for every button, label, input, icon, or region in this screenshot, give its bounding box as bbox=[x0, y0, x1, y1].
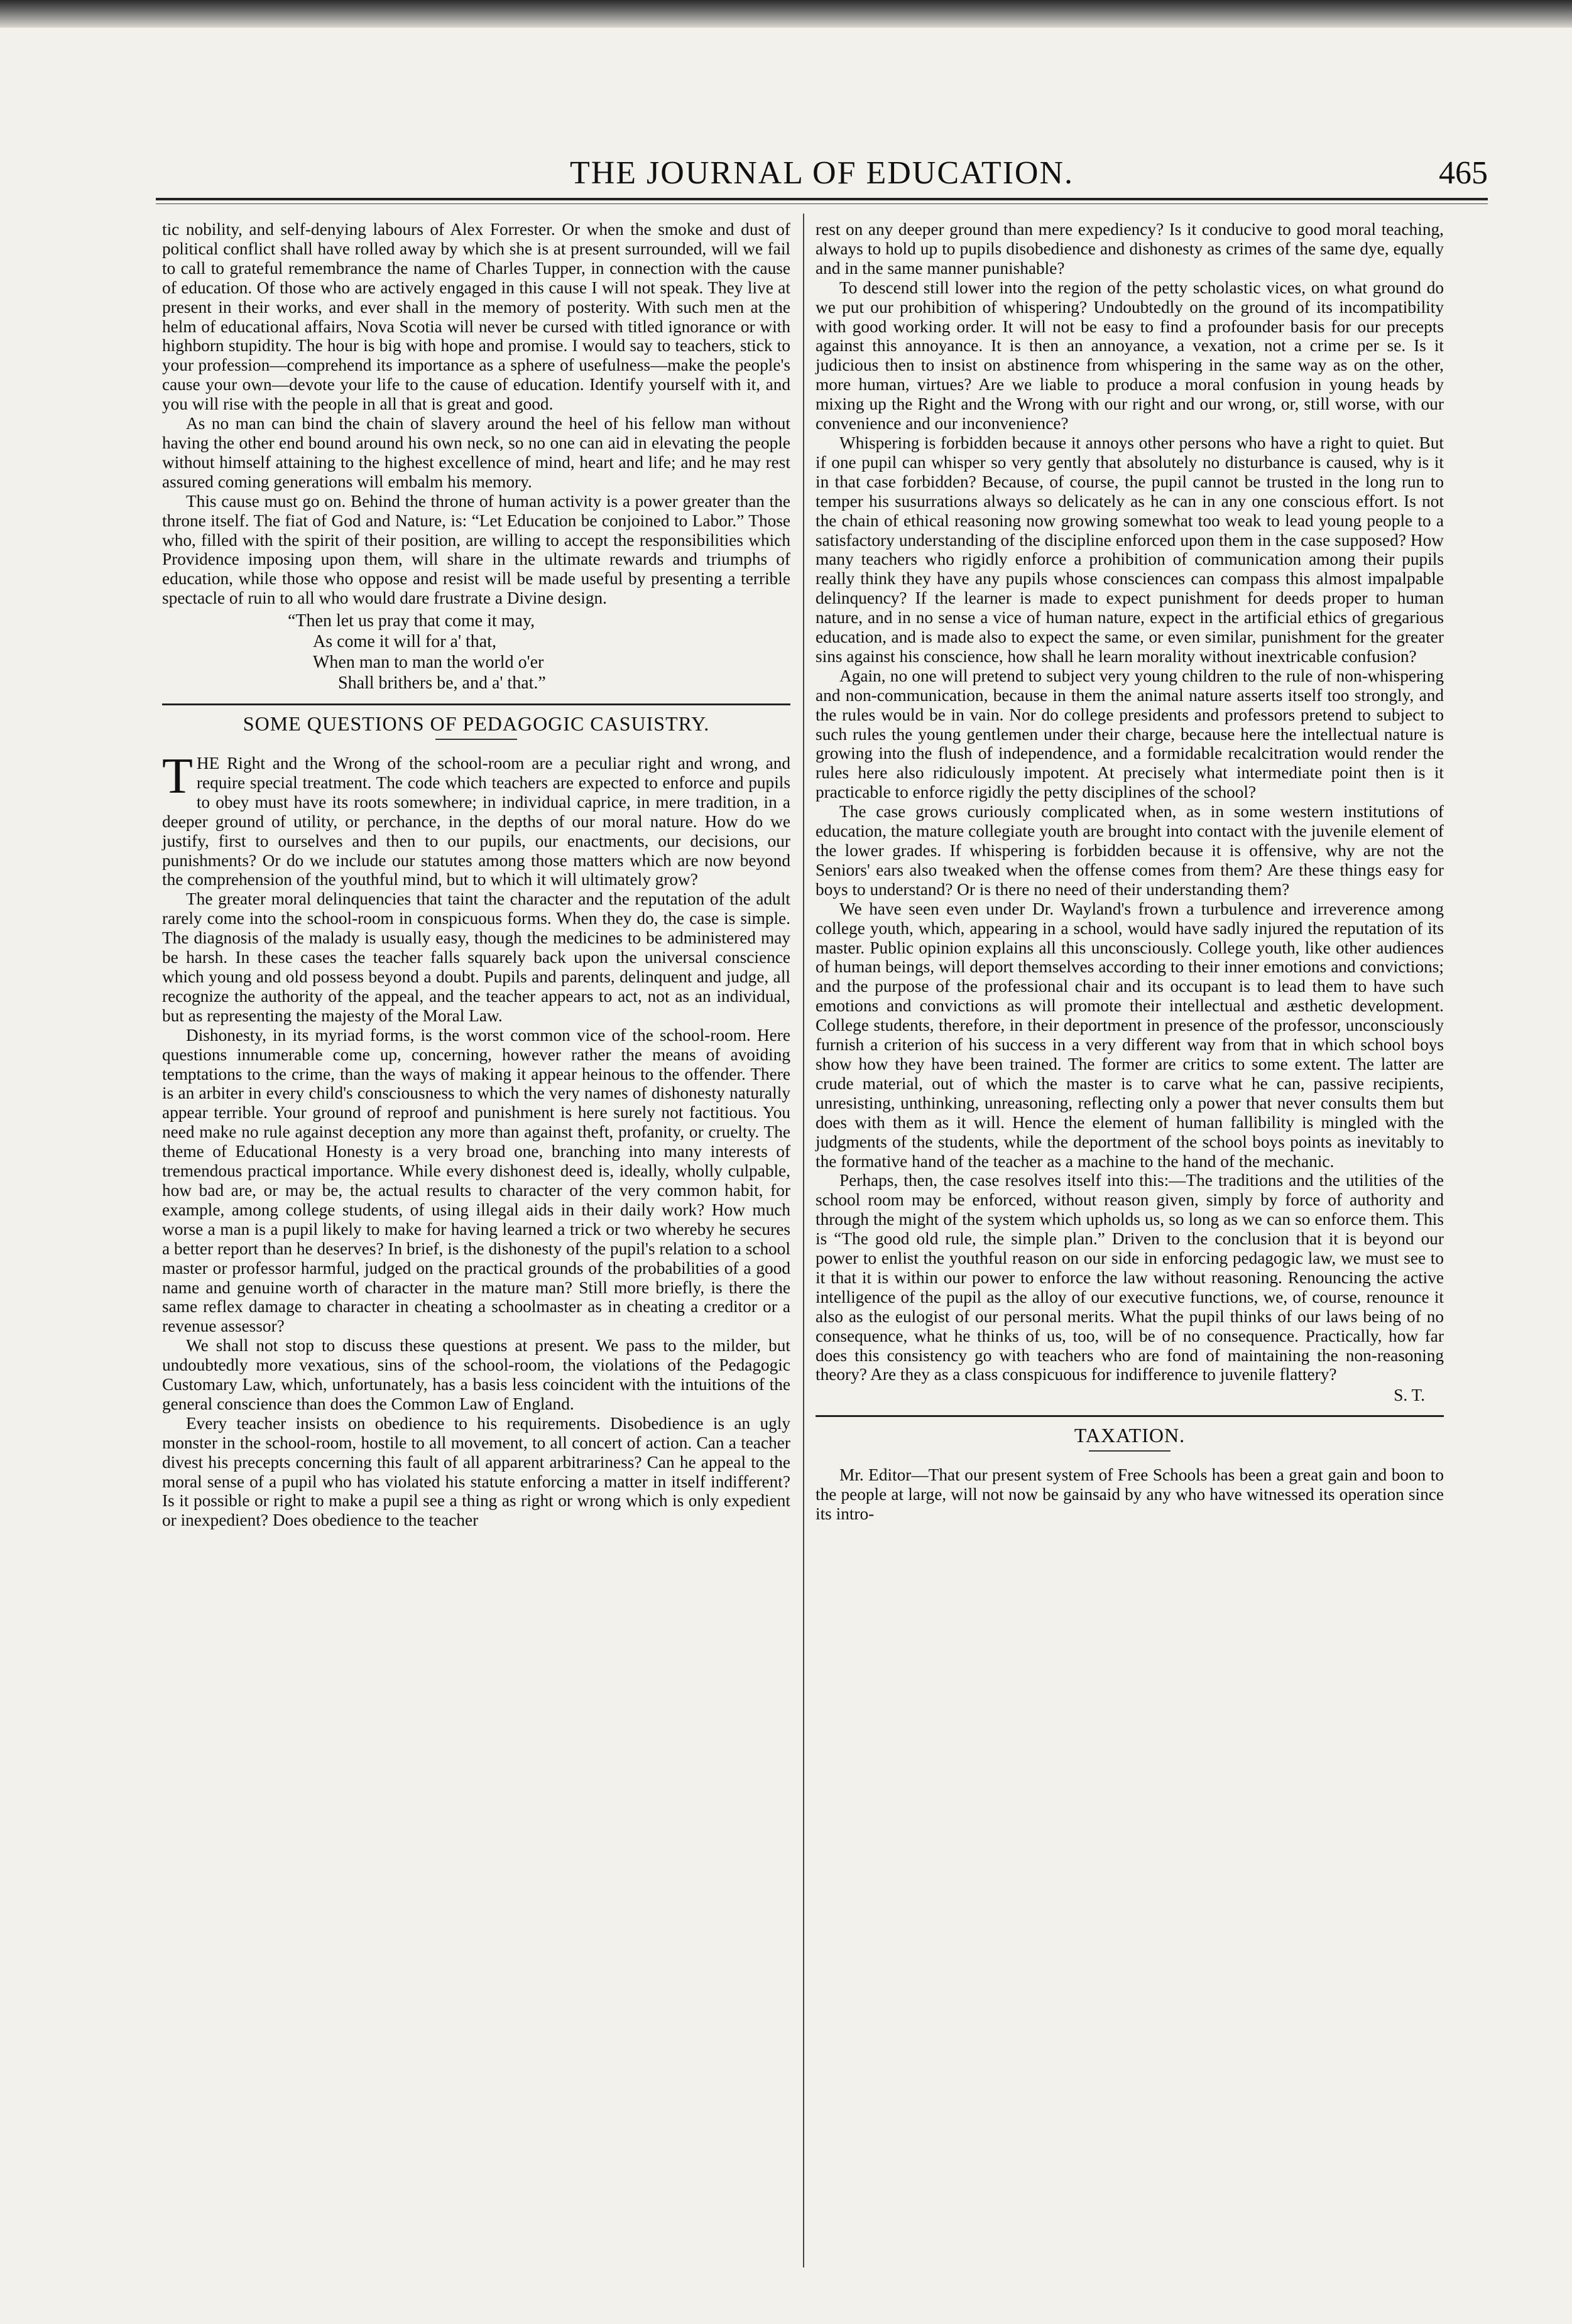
article-heading: TAXATION. bbox=[1074, 1424, 1186, 1447]
lead-text: HE Right and the Wrong of the school-room are a peculiar right and wrong, and require special treatment. The code which teachers are expected to enforce and pupils to obey must have its roots somewhere; in individual caprice, in mere tradition, in a deeper ground of utility, or perchance, in the depths of our moral nature. How do we justify, first to ourselves and then to our pupils, our enactments, our decisions, our punishments? Or do we include our statutes among those matters which are now beyond the comprehension of the youthful mind, but to which it will ultimately grow? bbox=[162, 754, 790, 889]
poem-line: When man to man the world o'er bbox=[313, 653, 544, 673]
left-column bbox=[162, 220, 790, 1530]
paragraph: rest on any deeper ground than mere expediency? Is it conducive to good moral teaching, always to hold up to pupils disobedience and dishonesty as crimes of the same dye, equally and in the same manner punishable? bbox=[816, 220, 1444, 278]
paragraph: The case grows curiously complicated when, as in some western institutions of education, the mature collegiate youth are brought into contact with the juvenile element of the lower grades. If whispering is forbidden because it is offensive, why are not the Seniors' ears also tweaked when the offense comes from them? Are these things easy for boys to understand? Or is there no need of their understanding them? bbox=[816, 802, 1444, 899]
running-head bbox=[156, 149, 1488, 200]
heading-rule bbox=[435, 739, 517, 740]
poem-line: “Then let us pray that come it may, bbox=[288, 611, 535, 631]
paragraph: As no man can bind the chain of slavery around the heel of his fellow man without having the other end bound around his own neck, so no one can aid in elevating the people without himself attaining to the highest excellence of mind, heart and life; and he may rest assured coming generations will embalm his memory. bbox=[162, 414, 790, 491]
paragraph: Again, no one will pretend to subject very young children to the rule of non-whispering and non-communication, because in them the animal nature asserts itself too strongly, and the rules would be in vain. Nor do college presidents and professors pretend to subject to such rules the young gentlemen under their charge, because here the intellectual nature is growing into the flush of independence, and a formidable recalcitration would render the rules here also ridiculously impotent. At precisely what intermediate point then is it practicable to enforce rigidly the petty disciplines of the school? bbox=[816, 666, 1444, 802]
paragraph: To descend still lower into the region of the petty scholastic vices, on what ground do we put our prohibition of whispering? Undoubtedly on the ground of its incompatibility with good working order. It will not be easy to find a profounder basis for our precepts against this annoyance. It is then an annoyance, a vexation, not a crime per se. Is it judicious then to insist on abstinence from whispering in the same way as on the other, more human, virtues? Are we liable to produce a moral confusion in young heads by mixing up the Right and the Wrong with our right and our wrong, or, still worse, with our convenience and our inconvenience? bbox=[816, 278, 1444, 433]
section-divider bbox=[816, 1415, 1444, 1417]
paragraph: We have seen even under Dr. Wayland's frown a turbulence and irreverence among college youth, which, appearing in a school, would have sadly injured the reputation of its master. Public opinion explains all this unconsciously. College youth, like other audiences of human beings, will deport themselves according to their inner emotions and convictions; and the purpose of the professional chair and its occupant is to lead them to have such emotions and convictions as will promote their intellectual and æsthetic development. College students, therefore, in their deportment in presence of the professor, unconsciously furnish a criterion of his success in a very different way from that in which school boys show how they have been trained. The former are critics to some extent. The latter are crude material, out of which the master is to carve what he can, passive recipients, unresisting, unthinking, unreasoning, reflecting only a power that never consults them but does with them as it will. Hence the element of human fallibility is mingled with the judgments of the students, while the deportment of the school boys points as inevitably to the formative hand of the teacher as a machine to the hand of the mechanic. bbox=[816, 899, 1444, 1171]
drop-cap: T bbox=[162, 749, 193, 805]
paragraph: Dishonesty, in its myriad forms, is the worst common vice of the school-room. Here questions innumerable come up, concerning, however rather the means of avoiding temptations to the crime, than the ways of making it appear heinous to the offender. There is an arbiter in every child's consciousness to which the very names of dishonesty naturally appear terrible. Your ground of reproof and punishment is here surely not factitious. You need make no rule against deception any more than against theft, profanity, or cruelty. The theme of Educational Honesty is a very broad one, branching into many interests of tremendous practical importance. While every dishonest deed is, ideally, wholly culpable, how bad are, or may be, the actual results to character of the very common habit, for example, among college students, of using illegal aids in their daily work? How much worse a man is a pupil likely to make for having learned a trick or two whereby he secures a better report than he deserves? In brief, is the dishonesty of the pupil's relation to a school master or professor harmful, judged on the practical grounds of the probabilities of a good name and genuine worth of character in the mature man? Still more briefly, is there the same reflex damage to character in cheating a schoolmaster as in cheating a creditor or a revenue assessor? bbox=[162, 1025, 790, 1336]
column-divider bbox=[803, 214, 804, 2267]
scan-top-edge bbox=[0, 0, 1572, 28]
paragraph: Every teacher insists on obedience to his requirements. Disobedience is an ugly monster in the school-room, hostile to all movement, to all concert of action. Can a teacher divest his precepts concerning this fault of all apparent arbitrariness? Can he appeal to the moral sense of a pupil who has violated his statute enforcing a matter in itself indifferent? Is it possible or right to make a pupil see a thing as right or wrong which is only expedient or inexpedient? Does obedience to the teacher bbox=[162, 1413, 790, 1530]
poem-quote bbox=[288, 611, 790, 693]
heading-rule bbox=[1089, 1450, 1171, 1452]
paragraph: Perhaps, then, the case resolves itself into this:—The traditions and the utilities of the school room may be enforced, without reason given, simply by force of authority and through the might of the system which upholds us, so long as we can so enforce them. This is “The good old rule, the simple plan.” Driven to the conclusion that it is beyond our power to enlist the youthful reason on our side in enforcing pedagogic law, we must see to it that it is within our power to enforce the law without reasoning. Renouncing the active intelligence of the pupil as the alloy of our executive functions, we, of course, renounce it also as the eulogist of our personal merits. What the pupil thinks of our laws being of no consequence, what he thinks of us, too, will be of no consequence. Practically, how far does this consistency go with teachers who are fond of maintaining the non-reasoning theory? Are they as a class conspicuous for indifference to juvenile flattery? bbox=[816, 1171, 1444, 1384]
right-column bbox=[816, 220, 1444, 1524]
paragraph: The greater moral delinquencies that taint the character and the reputation of the adult rarely come into the school-room in conspicuous forms. When they do, the case is simple. The diagnosis of the malady is usually easy, though the medicines to be administered may be harsh. In these cases the teacher falls squarely back upon the universal conscience which young and old possess beyond a doubt. Pupils and parents, delinquent and judge, all recognize the authority of the appeal, and the teacher appears to act, not as an individual, but as representing the majesty of the Moral Law. bbox=[162, 889, 790, 1025]
article-heading: SOME QUESTIONS OF PEDAGOGIC CASUISTRY. bbox=[243, 712, 710, 736]
paragraph: Whispering is forbidden because it annoys other persons who have a right to quiet. But if one pupil can whisper so very gently that absolutely no disturbance is caused, why is it in that case forbidden? Because, of course, the pupil cannot be trusted in the long run to temper his susurrations always so delicately as he can in any one conscious effort. Is not the chain of ethical reasoning now growing somewhat too weak to lead young people to a satisfactory understanding of the discipline enforced upon them in the case supposed? How many teachers who rigidly enforce a prohibition of communication among their pupils really think they have any pupils whose consciences can compass this almost impalpable delinquency? If the learner is made to expect punishment for deeds proper to human nature, and in no sense a vice of human nature, expect in the artificial ethics of gregarious education, and is made also to expect the same, or even similar, punishment for the greater sins against his conscience, how shall he learn morality without inextricable confusion? bbox=[816, 433, 1444, 666]
paragraph: Mr. Editor—That our present system of Free Schools has been a great gain and boon to the people at large, will not now be gainsaid by any who have witnessed its operation since its intro- bbox=[816, 1465, 1444, 1523]
page-number: 465 bbox=[1439, 155, 1488, 191]
header-rule bbox=[156, 198, 1488, 200]
paragraph: This cause must go on. Behind the throne of human activity is a power greater than the throne itself. The fiat of God and Nature, is: “Let Education be conjoined to Labor.” Those who, filled with the spirit of their position, are willing to accept the responsibilities which Providence imposing upon them, will share in the ultimate rewards and triumphs of education, while those who oppose and resist will be made useful by presenting a terrible spectacle of ruin to all who would dare frustrate a Divine design. bbox=[162, 491, 790, 608]
poem-line: As come it will for a' that, bbox=[313, 632, 496, 652]
author-signature: S. T. bbox=[1394, 1386, 1425, 1405]
journal-title: THE JOURNAL OF EDUCATION. bbox=[569, 155, 1074, 191]
section-divider bbox=[162, 703, 790, 705]
paragraph: tic nobility, and self-denying labours of Alex Forrester. Or when the smoke and dust of political conflict shall have rolled away by which she is at present surrounded, will we fail to call to grateful remembrance the name of Charles Tupper, in connection with the cause of education. Of those who are actively engaged in this cause I will not speak. They live at present in their works, and ever shall in the memory of posterity. With such men at the helm of educational affairs, Nova Scotia will never be cursed with titled ignorance or with highborn stupidity. The hour is big with hope and promise. I would say to teachers, stick to your profession—comprehend its importance as a sphere of usefulness—make the people's cause your own—devote your life to the cause of education. Identify yourself with it, and you will rise with the people in all that is great and good. bbox=[162, 220, 790, 414]
article-lead-paragraph bbox=[162, 749, 790, 889]
paragraph: We shall not stop to discuss these questions at present. We pass to the milder, but undoubtedly more vexatious, sins of the school-room, the violations of the Pedagogic Customary Law, which, unfortunately, has a basis less coincident with the intuitions of the general conscience than does the Common Law of England. bbox=[162, 1336, 790, 1413]
poem-line: Shall brithers be, and a' that.” bbox=[338, 673, 546, 693]
